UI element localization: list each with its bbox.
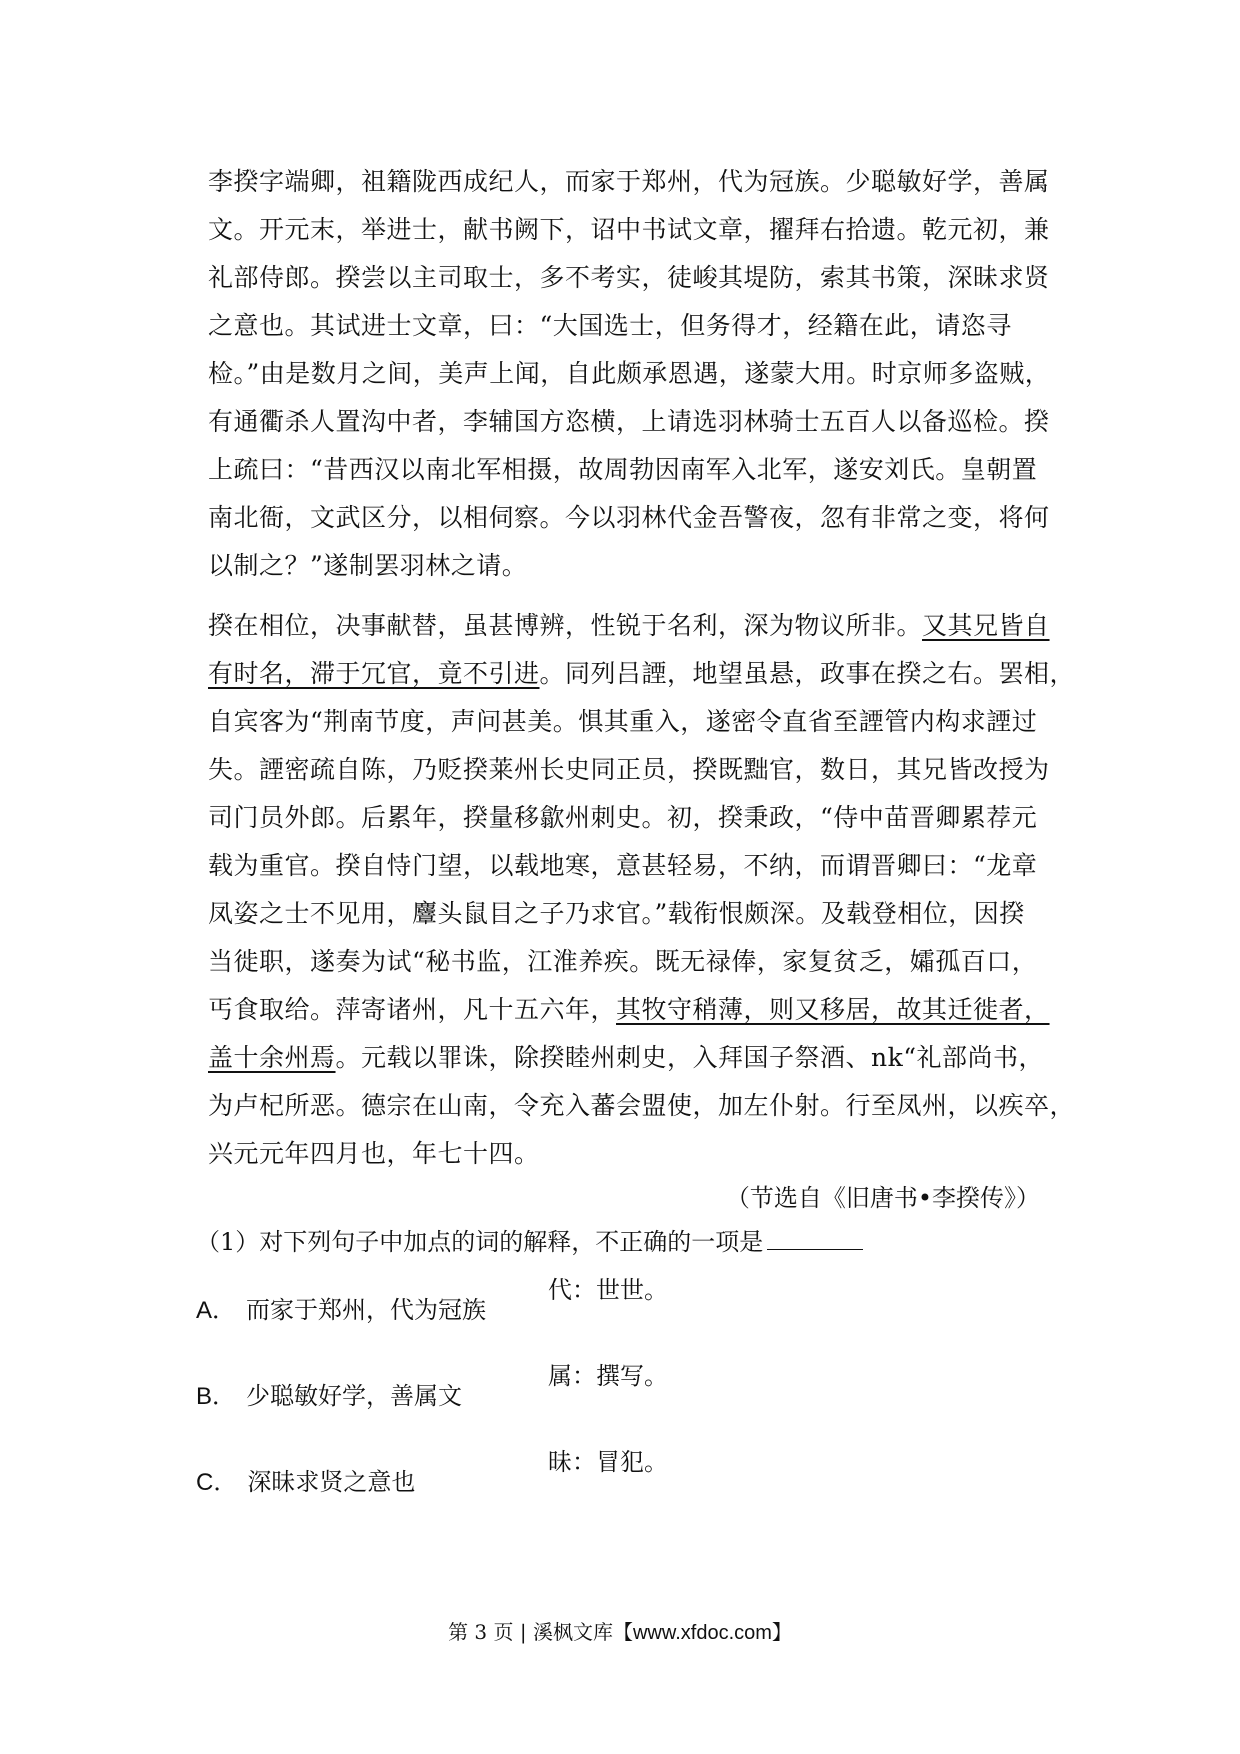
- text-line: 自宾客为“荆南节度，声问甚美。惧其重入，遂密令直省至諲管内构求諲过: [208, 707, 1038, 736]
- option-key: A．: [196, 1297, 237, 1324]
- text-segment: 。元载以罪诛，除揆睦州刺史，入拜国子祭酒、nk“礼部尚书，: [335, 1043, 1045, 1072]
- text-line: 上疏曰：“昔西汉以南北军相摄，故周勃因南军入北军，遂安刘氏。皇朝置: [208, 455, 1038, 484]
- passage-paragraph-1: [208, 158, 1068, 590]
- option-sentence: 而家于郑州，代为冠族: [246, 1296, 487, 1324]
- option-c: [196, 1462, 415, 1497]
- text-line: 以制之？”遂制罢羽林之请。: [208, 551, 528, 580]
- text-line: 当徙职，遂奏为试“秘书监，江淮养疾。既无禄俸，家复贫乏，孀孤百口，: [208, 947, 1038, 976]
- text-line: 失。諲密疏自陈，乃贬揆莱州长史同正员，揆既黜官，数日，其兄皆改授为: [208, 755, 1050, 784]
- text-line: [208, 1034, 1068, 1082]
- option-key: B．: [196, 1383, 237, 1410]
- text-line: 司门员外郎。后累年，揆量移歙州刺史。初，揆秉政，“侍中苗晋卿累荐元: [208, 803, 1038, 832]
- text-line: 为卢杞所恶。德宗在山南，令充入蕃会盟使，加左仆射。行至凤州，以疾卒，: [208, 1091, 1076, 1120]
- text-line: 载为重官。揆自恃门望，以载地寒，意甚轻易，不纳，而谓晋卿曰：“龙章: [208, 851, 1038, 880]
- text-segment: 。同列吕諲，地望虽悬，政事在揆之右。罢相，: [539, 659, 1076, 688]
- text-line: [208, 602, 1068, 650]
- text-line: [208, 986, 1068, 1034]
- text-line: 凤姿之士不见用，麞头鼠目之子乃求官。”载衔恨颇深。及载登相位，因揆: [208, 899, 1025, 928]
- underlined-sentence: 盖十余州焉: [208, 1043, 336, 1072]
- question-text: （1）对下列句子中加点的词的解释，不正确的一项是: [196, 1228, 764, 1256]
- text-line: 文。开元末，举进士，献书阙下，诏中书试文章，擢拜右拾遗。乾元初，兼: [208, 215, 1050, 244]
- option-a-gloss: 代：世世。: [548, 1276, 668, 1304]
- page-number: 第 3 页: [448, 1620, 520, 1644]
- text-line: 礼部侍郎。揆尝以主司取士，多不考实，徒峻其堤防，索其书策，深昧求贤: [208, 263, 1050, 292]
- option-key: C．: [196, 1469, 238, 1496]
- underlined-sentence: 有时名，滞于冗官，竟不引进: [208, 659, 540, 688]
- option-sentence: 深昧求贤之意也: [247, 1468, 416, 1496]
- footer-separator: |: [519, 1620, 527, 1644]
- option-c-gloss: 昧：冒犯。: [548, 1448, 668, 1476]
- question-prompt: [196, 1222, 863, 1257]
- text-line: 兴元元年四月也，年七十四。: [208, 1139, 540, 1168]
- option-b-gloss: 属：撰写。: [548, 1362, 668, 1390]
- text-segment: 揆在相位，决事献替，虽甚博辨，性锐于名利，深为物议所非。: [208, 611, 923, 640]
- page-footer: [0, 1616, 1240, 1645]
- text-line: 检。”由是数月之间，美声上闻，自此颇承恩遇，遂蒙大用。时京师多盗贼，: [208, 359, 1051, 388]
- text-segment: 丐食取给。萍寄诸州，凡十五六年，: [208, 995, 617, 1024]
- text-line: 李揆字端卿，祖籍陇西成纪人，而家于郑州，代为冠族。少聪敏好学，善属: [208, 167, 1050, 196]
- option-a: [196, 1290, 486, 1325]
- text-line: 南北衙，文武区分，以相伺察。今以羽林代金吾警夜，忽有非常之变，将何: [208, 503, 1050, 532]
- underlined-sentence: 其牧守稍薄，则又移居，故其迁徙者，: [616, 995, 1050, 1024]
- answer-blank: [767, 1227, 863, 1250]
- option-b: [196, 1376, 462, 1411]
- source-citation: （节选自《旧唐书•李揆传》）: [725, 1184, 1040, 1212]
- text-line: [208, 650, 1076, 698]
- passage-paragraph-2: [208, 602, 1076, 1178]
- text-line: 之意也。其试进士文章，曰：“大国选士，但务得才，经籍在此，请恣寻: [208, 311, 1012, 340]
- library-name: 溪枫文库: [526, 1620, 613, 1644]
- underlined-sentence: 又其兄皆自: [922, 611, 1050, 640]
- text-line: 有通衢杀人置沟中者，李辅国方恣横，上请选羽林骑士五百人以备巡检。揆: [208, 407, 1050, 436]
- library-url[interactable]: 【www.xfdoc.com】: [612, 1622, 792, 1644]
- option-sentence: 少聪敏好学，善属文: [246, 1382, 463, 1410]
